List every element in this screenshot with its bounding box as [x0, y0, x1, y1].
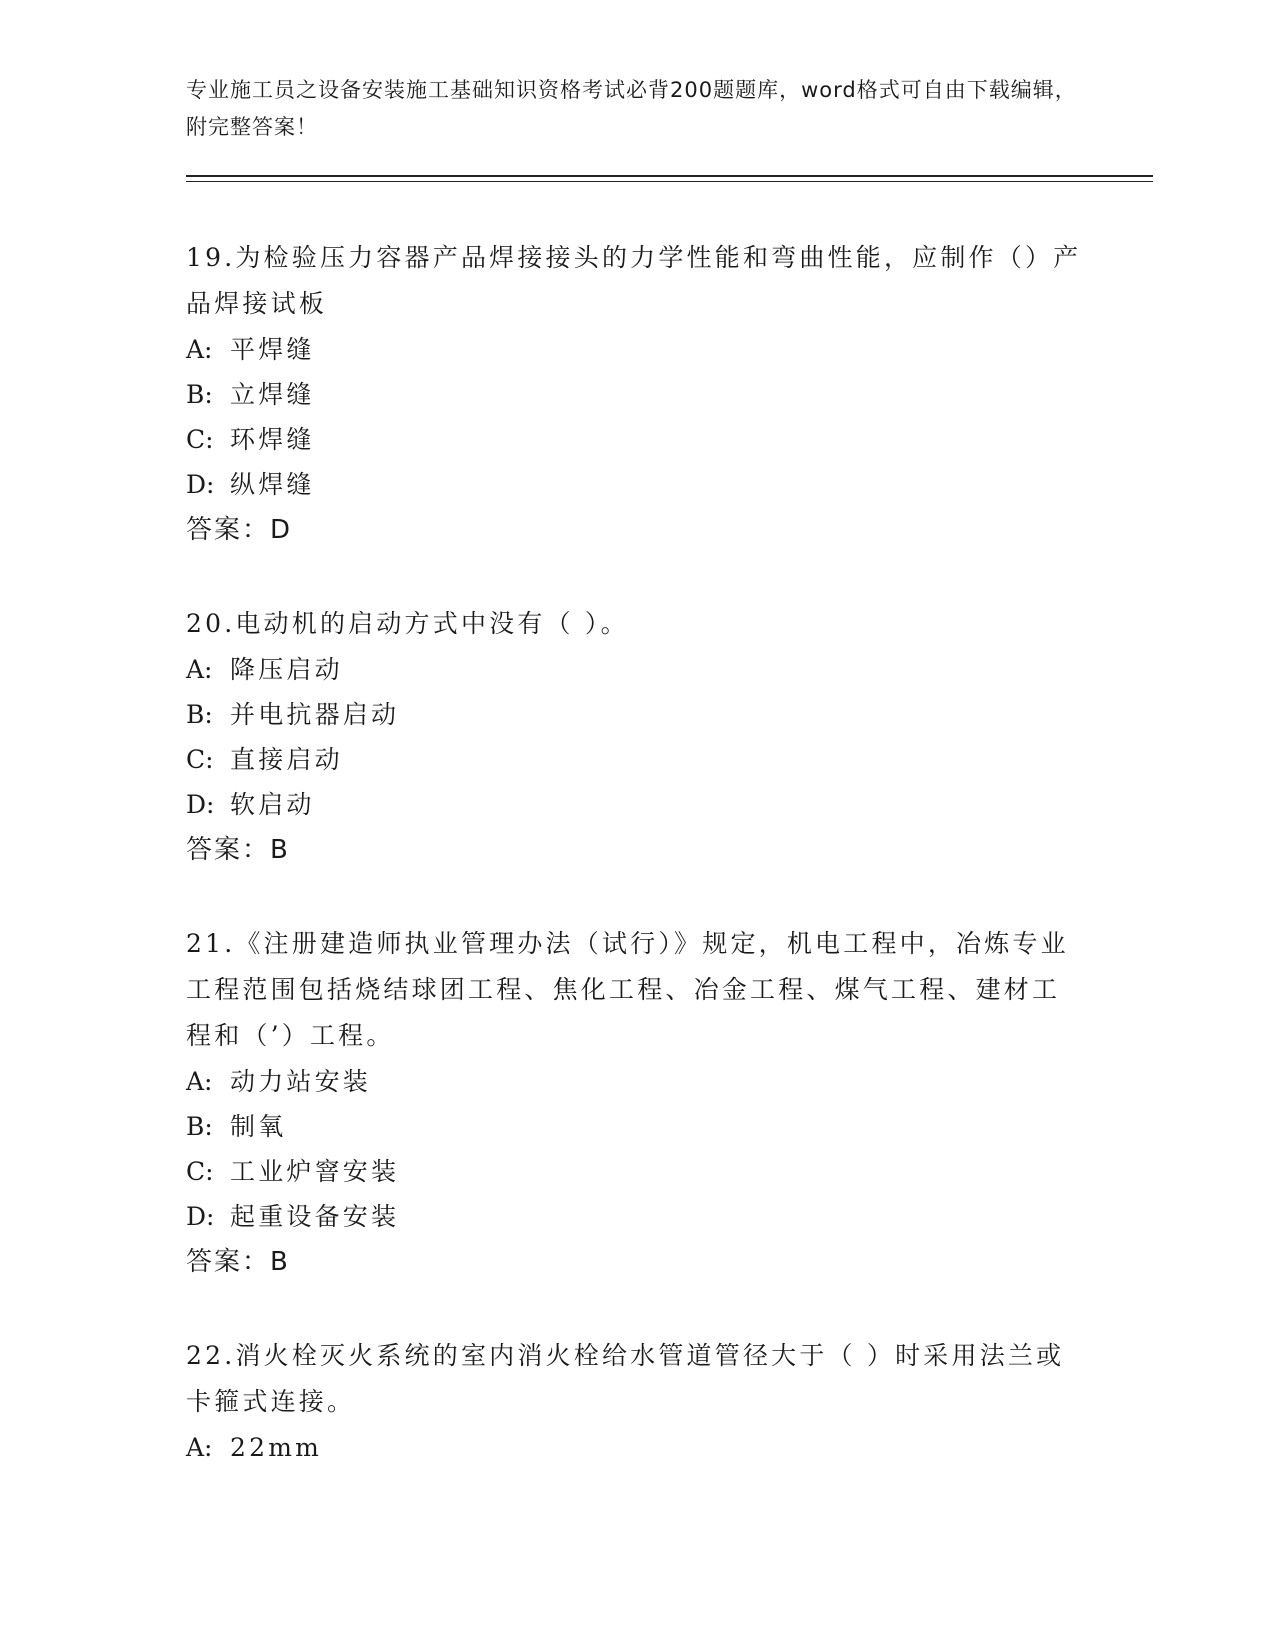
option-text: 环焊缝: [230, 425, 315, 454]
question-stem: 19.为检验压力容器产品焊接接头的力学性能和弯曲性能，应制作（）产品焊接试板: [186, 243, 1082, 318]
option-letter: A:: [186, 1067, 213, 1096]
option-text: 立焊缝: [230, 380, 315, 409]
option-a: [186, 327, 1086, 372]
option-text: 动力站安装: [230, 1067, 372, 1096]
question-stem: 21.《注册建造师执业管理办法（试行）》规定，机电工程中，冶炼专业工程范围包括烧结球团工程、焦化工程、冶金工程、煤气工程、建材工程和（’）工程。: [186, 929, 1069, 1050]
question-list: [186, 235, 1086, 1517]
option-text: 22mm: [230, 1433, 323, 1462]
answer-line: 答案：D: [186, 515, 293, 545]
option-letter: C:: [186, 745, 214, 774]
option-letter: B:: [186, 700, 213, 729]
option-letter: D:: [186, 790, 215, 819]
option-text: 并电抗器启动: [230, 700, 400, 729]
question-stem: 20.电动机的启动方式中没有（ ）。: [186, 609, 629, 638]
option-d: [186, 1194, 1086, 1239]
option-text: 直接启动: [230, 745, 343, 774]
question-stem: 22.消火栓灭火系统的室内消火栓给水管道管径大于（ ）时采用法兰或卡箍式连接。: [186, 1341, 1065, 1416]
header-divider-thin: [186, 181, 1153, 182]
option-letter: C:: [186, 425, 214, 454]
option-a: [186, 1059, 1086, 1104]
option-c: [186, 417, 1086, 462]
option-c: [186, 1149, 1086, 1194]
option-text: 平焊缝: [230, 335, 315, 364]
option-text: 纵焊缝: [230, 470, 315, 499]
option-letter: A:: [186, 655, 213, 684]
option-text: 软启动: [230, 790, 315, 819]
question-19: [186, 235, 1086, 554]
option-text: 降压启动: [230, 655, 343, 684]
question-21: [186, 921, 1086, 1286]
answer-line: 答案：B: [186, 835, 290, 865]
option-letter: D:: [186, 470, 215, 499]
option-letter: C:: [186, 1157, 214, 1186]
answer-line: 答案：B: [186, 1247, 290, 1277]
question-22: [186, 1333, 1086, 1470]
option-b: [186, 692, 1086, 737]
option-c: [186, 737, 1086, 782]
option-a: [186, 647, 1086, 692]
option-letter: D:: [186, 1202, 215, 1231]
option-text: 制氧: [230, 1112, 287, 1141]
option-text: 起重设备安装: [230, 1202, 400, 1231]
option-b: [186, 1104, 1086, 1149]
option-letter: A:: [186, 335, 213, 364]
option-b: [186, 372, 1086, 417]
option-d: [186, 782, 1086, 827]
document-header: 专业施工员之设备安装施工基础知识资格考试必背200题题库，word格式可自由下载编辑，附完整答案！: [186, 78, 1077, 139]
option-letter: B:: [186, 1112, 213, 1141]
header-divider-thick: [186, 175, 1153, 177]
option-a: [186, 1425, 1086, 1470]
question-20: [186, 601, 1086, 874]
option-letter: A:: [186, 1433, 213, 1462]
option-text: 工业炉窨安装: [230, 1157, 400, 1186]
option-d: [186, 462, 1086, 507]
option-letter: B:: [186, 380, 213, 409]
